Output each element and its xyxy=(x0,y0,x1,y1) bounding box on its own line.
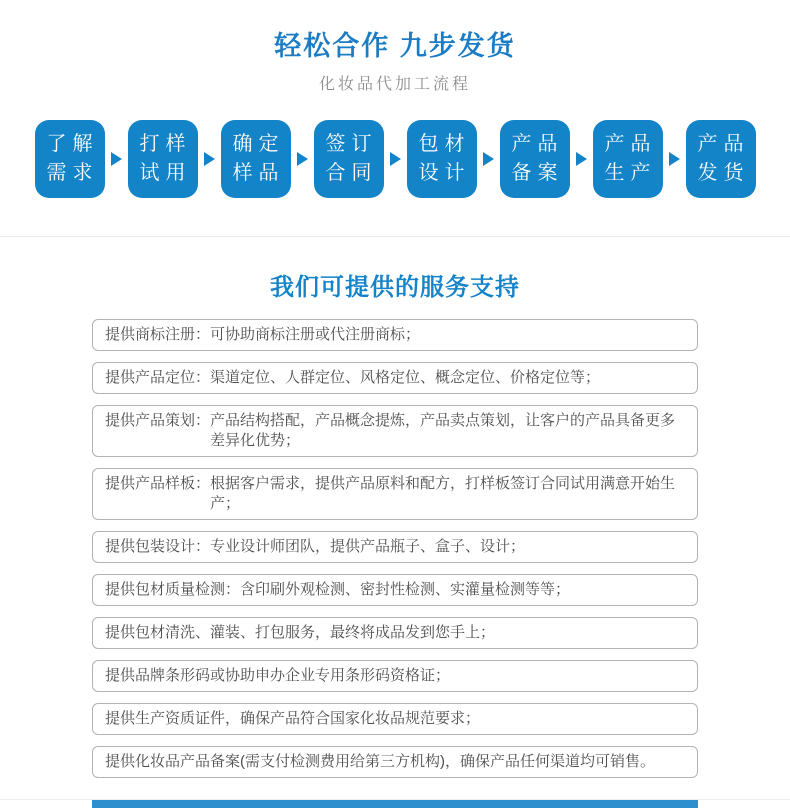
service-item-text: 产品结构搭配，产品概念提炼，产品卖点策划，让客户的产品具备更多差异化优势； xyxy=(210,412,676,449)
services-heading: 我们可提供的服务支持 xyxy=(270,274,520,301)
arrow-right-icon xyxy=(390,152,401,166)
step-label: 需求 xyxy=(46,162,99,184)
service-item-text: 根据客户需求，提供产品原料和配方，打样板签订合同试用满意开始生产； xyxy=(210,475,676,512)
service-item-text: 提供生产资质证件，确保产品符合国家化妆品规范要求； xyxy=(105,710,481,727)
bottom-accent-bar xyxy=(92,800,698,808)
step-label: 包材 xyxy=(418,133,471,155)
step-box-3 xyxy=(221,120,291,198)
step-label: 合同 xyxy=(325,162,378,184)
step-box-7 xyxy=(593,120,663,198)
service-item xyxy=(92,531,698,563)
service-item xyxy=(92,362,698,394)
arrow-right-icon xyxy=(483,152,494,166)
service-item-label: 提供产品定位： xyxy=(105,369,211,386)
page-subtitle: 化妆品代加工流程 xyxy=(318,76,471,93)
service-item-text: 含印刷外观检测、密封性检测、实灌量检测等等； xyxy=(240,581,571,598)
service-item xyxy=(92,660,698,692)
service-list xyxy=(92,319,698,778)
section-divider xyxy=(0,236,790,237)
service-item-label: 提供产品样板： xyxy=(105,475,211,492)
page-title: 轻松合作 九步发货 xyxy=(274,31,516,61)
service-item xyxy=(92,703,698,735)
step-label: 了解 xyxy=(46,133,99,155)
step-box-6 xyxy=(500,120,570,198)
step-label: 样品 xyxy=(232,162,285,184)
process-flow xyxy=(0,120,790,198)
arrow-right-icon xyxy=(576,152,587,166)
service-item-text: 提供包材清洗、灌装、打包服务，最终将成品发到您手上； xyxy=(105,624,496,641)
service-item-text: 可协助商标注册或代注册商标； xyxy=(210,326,421,343)
step-box-2 xyxy=(128,120,198,198)
step-box-4 xyxy=(314,120,384,198)
service-item-text: 提供化妆品产品备案(需支付检测费用给第三方机构)，确保产品任何渠道均可销售。 xyxy=(105,753,655,770)
step-box-5 xyxy=(407,120,477,198)
step-label: 确定 xyxy=(232,133,285,155)
step-label: 打样 xyxy=(139,133,192,155)
service-item-label: 提供产品策划： xyxy=(105,412,211,429)
step-label: 设计 xyxy=(418,162,471,184)
step-box-1 xyxy=(35,120,105,198)
page-header xyxy=(0,0,790,94)
service-item-text: 渠道定位、人群定位、风格定位、概念定位、价格定位等； xyxy=(210,369,601,386)
step-box-8 xyxy=(686,120,756,198)
step-label: 产品 xyxy=(511,133,564,155)
step-label: 产品 xyxy=(697,133,750,155)
service-item xyxy=(92,319,698,351)
step-label: 发货 xyxy=(697,162,750,184)
arrow-right-icon xyxy=(204,152,215,166)
arrow-right-icon xyxy=(297,152,308,166)
service-item xyxy=(92,574,698,606)
service-item-text: 提供品牌条形码或协助申办企业专用条形码资格证； xyxy=(105,667,451,684)
step-label: 产品 xyxy=(604,133,657,155)
service-item-label: 提供包装设计： xyxy=(105,538,211,555)
step-label: 试用 xyxy=(139,162,192,184)
service-item-text: 专业设计师团队，提供产品瓶子、盒子、设计； xyxy=(210,538,526,555)
arrow-right-icon xyxy=(669,152,680,166)
service-item xyxy=(92,468,698,520)
service-item-label: 提供商标注册： xyxy=(105,326,211,343)
service-item xyxy=(92,746,698,778)
service-item-label: 提供包材质量检测： xyxy=(105,581,241,598)
service-item xyxy=(92,617,698,649)
step-label: 生产 xyxy=(604,162,657,184)
step-label: 签订 xyxy=(325,133,378,155)
service-item xyxy=(92,405,698,457)
arrow-right-icon xyxy=(111,152,122,166)
step-label: 备案 xyxy=(511,162,564,184)
